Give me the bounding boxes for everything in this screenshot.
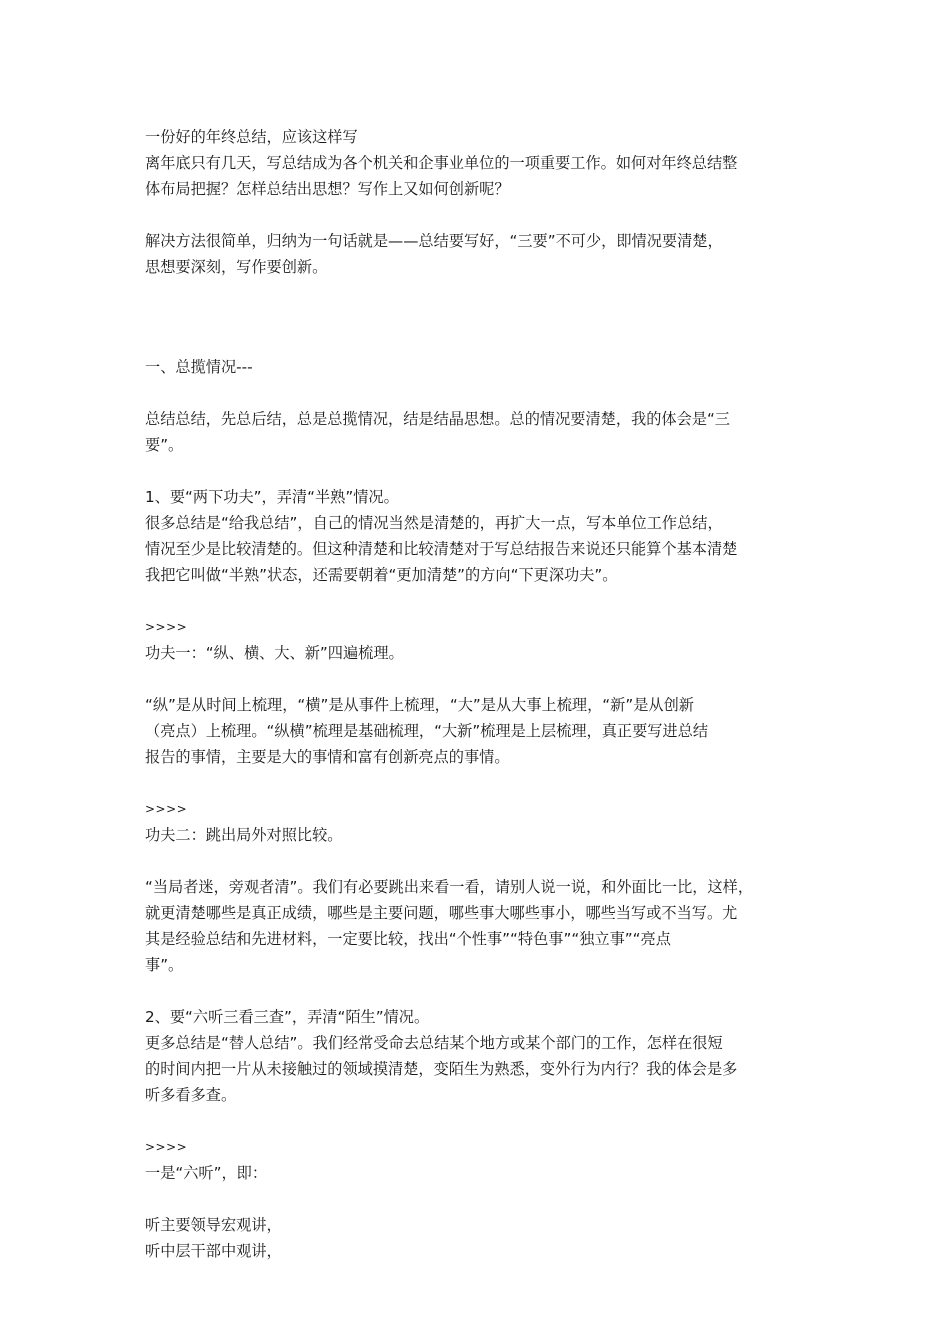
blank-line: [145, 458, 815, 484]
kungfu2-body-line-4: 事”。: [145, 956, 184, 974]
six-listen-item-1: 听主要领导宏观讲，: [145, 1216, 282, 1234]
point1-body-line-2: 情况至少是比较清楚的。但这种清楚和比较清楚对于写总结报告来说还只能算个基本清楚: [145, 540, 738, 558]
intro-line-2: 体布局把握？怎样总结出思想？写作上又如何创新呢？: [145, 180, 510, 198]
kungfu1-body-line-3: 报告的事情，主要是大的事情和富有创新亮点的事情。: [145, 748, 510, 766]
point2-body-line-2: 的时间内把一片从未接触过的领域摸清楚，变陌生为熟悉，变外行为内行？我的体会是多: [145, 1060, 738, 1078]
point2-body-line-3: 听多看多查。: [145, 1086, 237, 1104]
blank-line: [145, 848, 815, 874]
blank-line: [145, 588, 815, 614]
section1-intro-line-2: 要”。: [145, 436, 184, 454]
kungfu1-body-line-2: （亮点）上梳理。“纵横”梳理是基础梳理，“大新”梳理是上层梳理，真正要写进总结: [145, 722, 709, 740]
solution-line-2: 思想要深刻，写作要创新。: [145, 258, 328, 276]
kungfu2-body-line-3: 其是经验总结和先进材料，一定要比较，找出“个性事”“特色事”“独立事”“亮点: [145, 930, 671, 948]
blank-line: [145, 770, 815, 796]
section-spacer: [145, 280, 815, 354]
blank-line: [145, 380, 815, 406]
six-listen-heading: 一是“六听”，即：: [145, 1164, 268, 1182]
solution-line-1: 解决方法很简单，归纳为一句话就是——总结要写好，“三要”不可少，即情况要清楚，: [145, 232, 723, 250]
point2-heading: 2、要“六听三看三查”，弄清“陌生”情况。: [145, 1008, 430, 1026]
section1-intro-line-1: 总结总结，先总后结，总是总揽情况，结是结晶思想。总的情况要清楚，我的体会是“三: [145, 410, 730, 428]
kungfu2-heading: 功夫二：跳出局外对照比较。: [145, 826, 343, 844]
section-marker: >>>>: [145, 620, 188, 634]
blank-line: [145, 978, 815, 1004]
section-marker: >>>>: [145, 802, 188, 816]
intro-line-1: 离年底只有几天，写总结成为各个机关和企事业单位的一项重要工作。如何对年终总结整: [145, 154, 738, 172]
six-listen-item-2: 听中层干部中观讲，: [145, 1242, 282, 1260]
kungfu1-heading: 功夫一：“纵、横、大、新”四遍梳理。: [145, 644, 404, 662]
blank-line: [145, 666, 815, 692]
kungfu2-body-line-1: “当局者迷，旁观者清”。我们有必要跳出来看一看，请别人说一说，和外面比一比，这样，: [145, 878, 754, 896]
kungfu2-body-line-2: 就更清楚哪些是真正成绩，哪些是主要问题，哪些事大哪些事小，哪些当写或不当写。尤: [145, 904, 738, 922]
point2-body-line-1: 更多总结是“替人总结”。我们经常受命去总结某个地方或某个部门的工作，怎样在很短: [145, 1034, 723, 1052]
point1-heading: 1、要“两下功夫”，弄清“半熟”情况。: [145, 488, 399, 506]
kungfu1-body-line-1: “纵”是从时间上梳理，“横”是从事件上梳理，“大”是从大事上梳理，“新”是从创新: [145, 696, 694, 714]
blank-line: [145, 1186, 815, 1212]
blank-line: [145, 1108, 815, 1134]
document-body: [145, 124, 815, 1264]
blank-line: [145, 202, 815, 228]
point1-body-line-1: 很多总结是“给我总结”，自己的情况当然是清楚的，再扩大一点，写本单位工作总结，: [145, 514, 723, 532]
point1-body-line-3: 我把它叫做“半熟”状态，还需要朝着“更加清楚”的方向“下更深功夫”。: [145, 566, 618, 584]
document-title: 一份好的年终总结，应该这样写: [145, 128, 358, 146]
section1-heading: 一、总揽情况---: [145, 358, 253, 376]
section-marker: >>>>: [145, 1140, 188, 1154]
